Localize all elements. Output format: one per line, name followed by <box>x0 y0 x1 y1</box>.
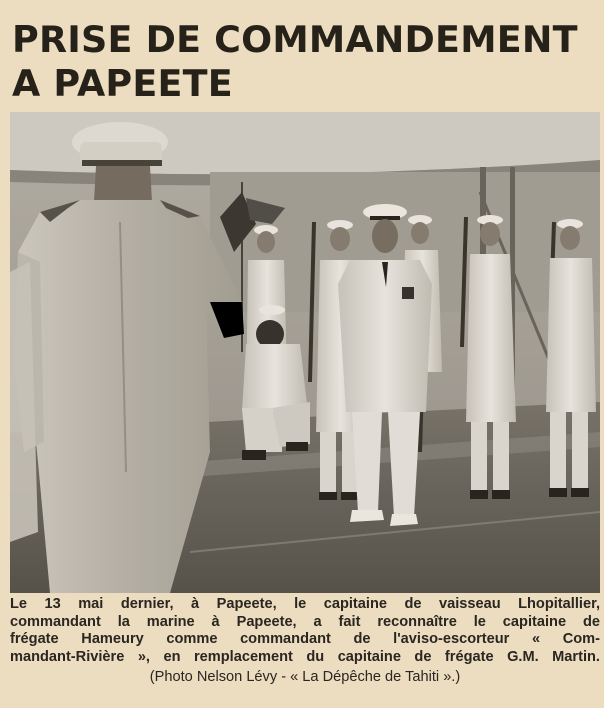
headline <box>12 18 602 106</box>
headline-line-2: A PAPEETE <box>12 62 233 105</box>
caption-line-1: Le 13 mai dernier, à Papeete, le capitaine de vaisseau Lhopitallier, <box>10 596 600 612</box>
headline-line-1: PRISE DE COMMANDEMENT <box>12 18 578 61</box>
caption-line-4: mandant-Rivière », en remplacement du capitaine de frégate G.M. Martin. <box>10 648 600 665</box>
caption-line-3: frégate Hameury comme commandant de l'aviso-escorteur « Com- <box>10 631 600 648</box>
ceremony-photo <box>10 112 600 593</box>
photo-caption <box>10 596 600 666</box>
photo-credit: (Photo Nelson Lévy - « La Dépêche de Tahiti ».) <box>149 669 461 685</box>
caption-line-2: commandant la marine à Papeete, a fait reconnaître le capitaine de <box>10 613 600 630</box>
